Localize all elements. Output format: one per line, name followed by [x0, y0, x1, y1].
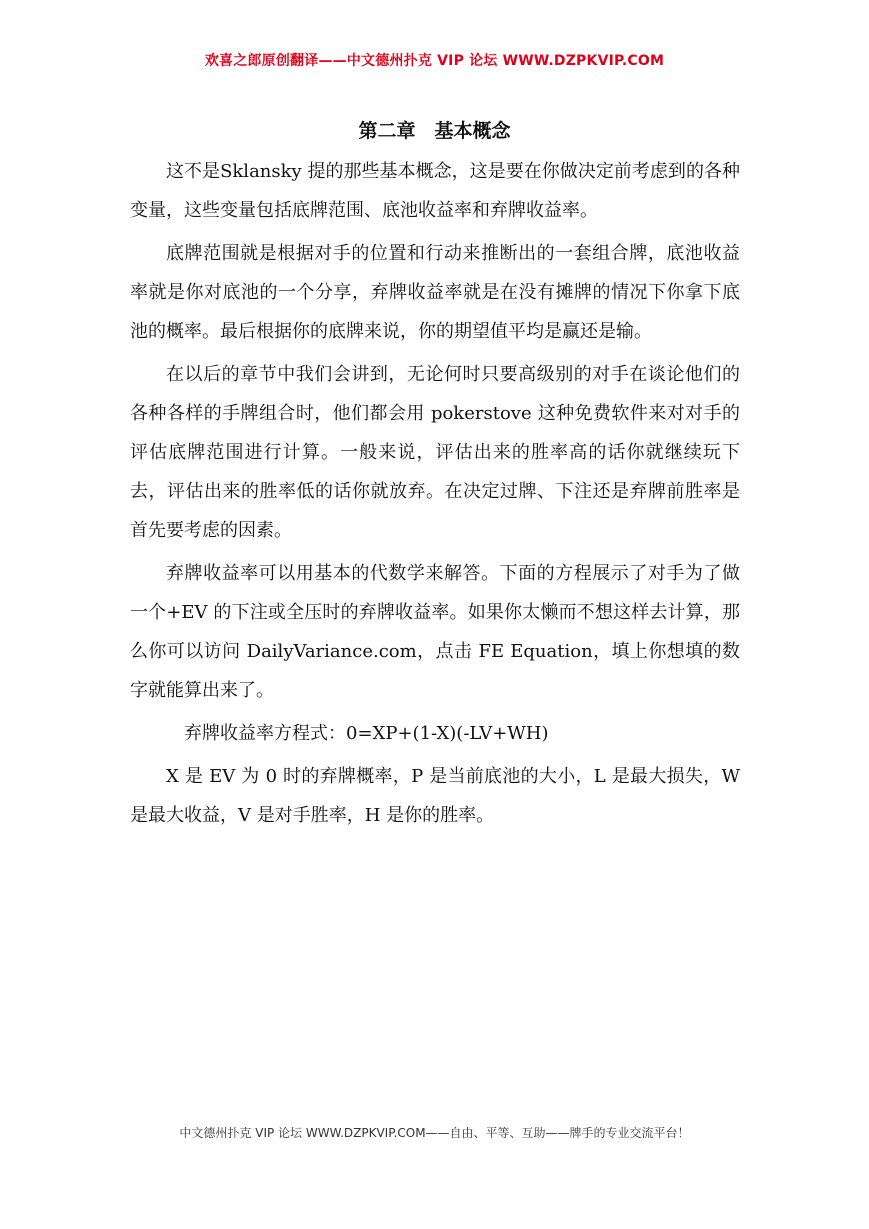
page-header: 欢喜之郎原创翻译——中文德州扑克 VIP 论坛 WWW.DZPKVIP.COM [204, 53, 665, 69]
page-footer: 中文德州扑克 VIP 论坛 WWW.DZPKVIP.COM——自由、平等、互助——牌手的专业交流平台！ [179, 1126, 690, 1140]
chapter-title: 第二章 基本概念 [358, 120, 511, 142]
paragraph-pokerstove: 在以后的章节中我们会讲到，无论何时只要高级别的对手在谈论他们的各种各样的手牌组合时，他们都会用 pokerstove 这种免费软件来对对手的评估底牌范围进行计算。一般来说，评估出来的胜率高的话你就继续玩下去，评估出来的胜率低的话你就放弃。在决定过牌、下注还是弃牌前胜率是首先要考虑的因素。 [130, 364, 740, 541]
paragraph-variables: X 是 EV 为 0 时的弃牌概率，P 是当前底池的大小，L 是最大损失，W 是最大收益，V 是对手胜率，H 是你的胜率。 [130, 766, 740, 826]
chapter-body [130, 152, 740, 839]
fold-equity-equation: 弃牌收益率方程式：0=XP+(1-X)(-LV+WH) [184, 723, 549, 744]
paragraph-fold-equity: 弃牌收益率可以用基本的代数学来解答。下面的方程展示了对手为了做一个+EV 的下注或全压时的弃牌收益率。如果你太懒而不想这样去计算，那么你可以访问 DailyVariance.com，点击 FE Equation，填上你想填的数字就能算出来了。 [130, 563, 740, 701]
paragraph-intro: 这不是Sklansky 提的那些基本概念，这是要在你做决定前考虑到的各种变量，这些变量包括底牌范围、底池收益率和弃牌收益率。 [130, 161, 740, 221]
paragraph-definitions: 底牌范围就是根据对手的位置和行动来推断出的一套组合牌，底池收益率就是你对底池的一个分享，弃牌收益率就是在没有摊牌的情况下你拿下底池的概率。最后根据你的底牌来说，你的期望值平均是赢还是输。 [130, 243, 740, 342]
